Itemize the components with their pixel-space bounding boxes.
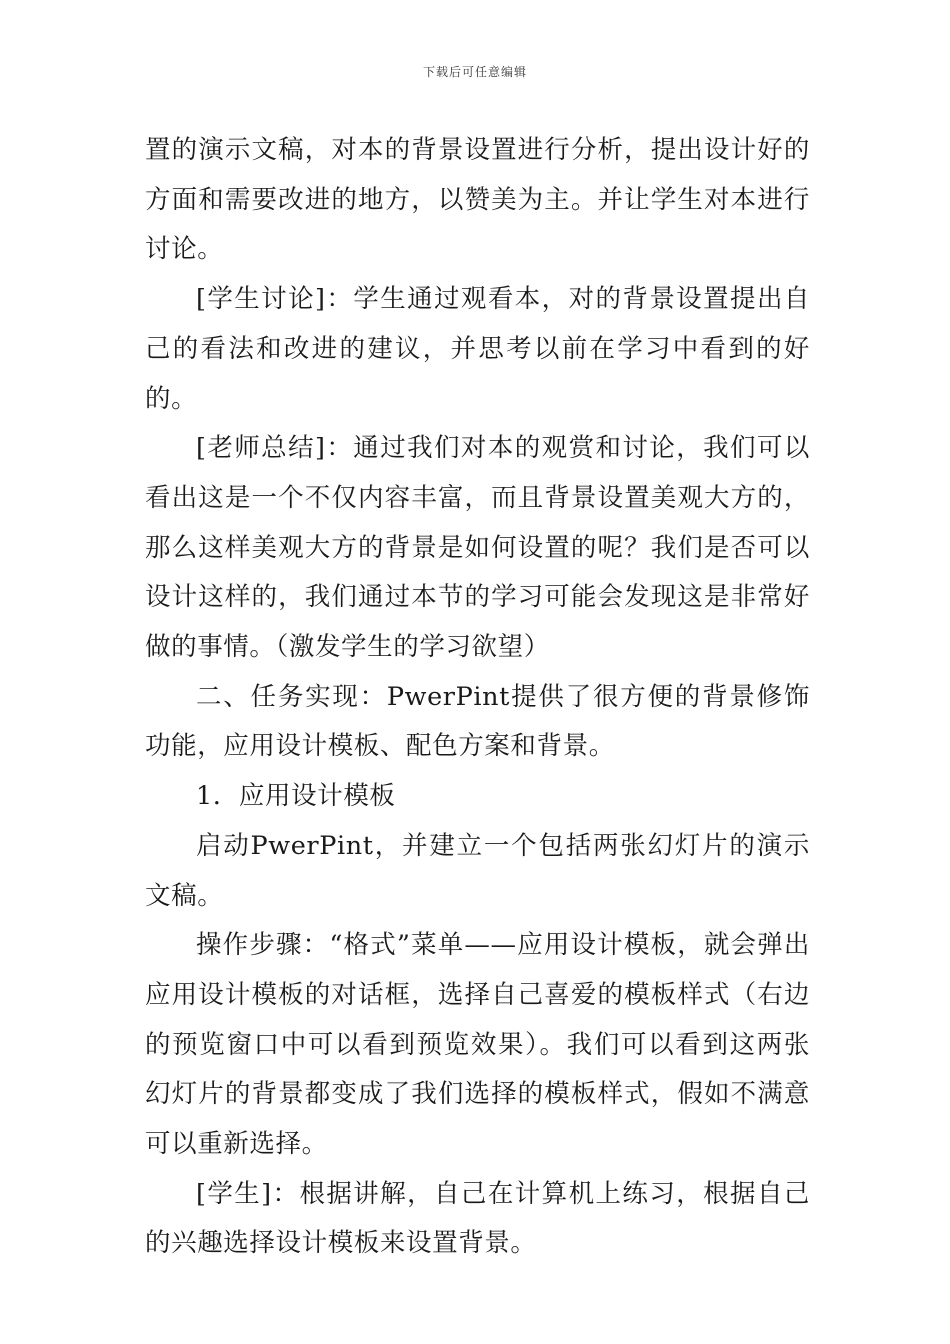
- paragraph-task-implementation: 二、任务实现：PwerPint提供了很方便的背景修饰功能，应用设计模板、配色方案和背景。: [145, 681, 810, 762]
- paragraph-student-discussion: [学生讨论]：学生通过观看本，对的背景设置提出自己的看法和改进的建议，并思考以前在学习中看到的好的。: [145, 284, 810, 414]
- document-body: [145, 126, 810, 1269]
- paragraph-operation-steps: 操作步骤：“格式”菜单——应用设计模板，就会弹出应用设计模板的对话框，选择自己喜爱的模板样式（右边的预览窗口中可以看到预览效果）。我们可以看到这两张幻灯片的背景都变成了我们选择的模板样式，假如不满意可以重新选择。: [145, 930, 810, 1160]
- section-heading-apply-template: 1．应用设计模板: [196, 781, 396, 812]
- page-header: 下载后可任意编辑: [422, 65, 527, 79]
- paragraph-intro-continued: 置的演示文稿，对本的背景设置进行分析，提出设计好的方面和需要改进的地方，以赞美为主。并让学生对本进行讨论。: [145, 135, 810, 265]
- paragraph-student-practice: [学生]：根据讲解，自己在计算机上练习，根据自己的兴趣选择设计模板来设置背景。: [145, 1178, 810, 1259]
- paragraph-launch-app: 启动PwerPint，并建立一个包括两张幻灯片的演示文稿。: [145, 830, 810, 911]
- paragraph-teacher-summary: [老师总结]：通过我们对本的观赏和讨论，我们可以看出这是一个不仅内容丰富，而且背景设置美观大方的，那么这样美观大方的背景是如何设置的呢？我们是否可以设计这样的，我们通过本节的学习可能会发现这是非常好做的事情。（激发学生的学习欲望）: [145, 433, 810, 663]
